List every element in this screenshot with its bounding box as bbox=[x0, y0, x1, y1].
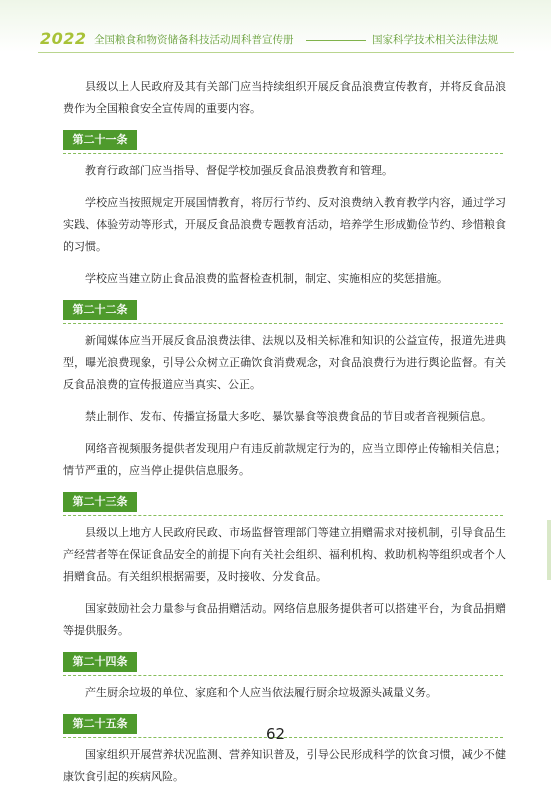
article-21-heading bbox=[63, 130, 506, 154]
brochure-title: 全国粮食和物资储备科技活动周科普宣传册 bbox=[94, 34, 294, 46]
article-22-heading bbox=[63, 300, 506, 324]
article-label: 第二十三条 bbox=[63, 492, 137, 512]
header-year: 2022 bbox=[40, 29, 87, 48]
decorative-side-strip bbox=[547, 520, 551, 580]
article-label: 第二十五条 bbox=[63, 714, 137, 734]
article-paragraph: 县级以上地方人民政府民政、市场监督管理部门等建立捐赠需求对接机制，引导食品生产经营者等在保证食品安全的前提下向有关社会组织、福利机构、救助机构等组织或者个人捐赠食品。有关组织根据需要，及时接收、分发食品。 bbox=[63, 526, 506, 583]
article-paragraph: 网络音视频服务提供者发现用户有违反前款规定行为的，应当立即停止传输相关信息；情节严重的，应当停止提供信息服务。 bbox=[63, 442, 506, 477]
article-24-heading bbox=[63, 652, 506, 676]
article-paragraph: 国家组织开展营养状况监测、营养知识普及，引导公民形成科学的饮食习惯，减少不健康饮食引起的疾病风险。 bbox=[63, 748, 506, 783]
article-label-bar bbox=[63, 300, 503, 324]
main-content bbox=[63, 76, 506, 798]
header-underline bbox=[38, 52, 514, 53]
article-paragraph: 禁止制作、发布、传播宣扬量大多吃、暴饮暴食等浪费食品的节目或者音视频信息。 bbox=[85, 410, 492, 423]
article-paragraph: 学校应当建立防止食品浪费的监督检查机制，制定、实施相应的奖惩措施。 bbox=[85, 272, 448, 285]
article-label-bar bbox=[63, 130, 503, 154]
article-label: 第二十二条 bbox=[63, 300, 137, 320]
article-label-bar bbox=[63, 492, 503, 516]
header-divider-rule bbox=[306, 40, 366, 41]
page-number: 62 bbox=[265, 725, 286, 743]
article-label: 第二十四条 bbox=[63, 652, 137, 672]
page-header bbox=[0, 0, 551, 52]
article-23-heading bbox=[63, 492, 506, 516]
article-label: 第二十一条 bbox=[63, 130, 137, 150]
article-paragraph: 产生厨余垃圾的单位、家庭和个人应当依法履行厨余垃圾源头减量义务。 bbox=[85, 686, 437, 699]
article-paragraph: 学校应当按照规定开展国情教育，将厉行节约、反对浪费纳入教育教学内容，通过学习实践、体验劳动等形式，开展反食品浪费专题教育活动，培养学生形成勤俭节约、珍惜粮食的习惯。 bbox=[63, 196, 506, 253]
intro-paragraph: 县级以上人民政府及其有关部门应当持续组织开展反食品浪费宣传教育，并将反食品浪费作为全国粮食安全宣传周的重要内容。 bbox=[63, 80, 506, 115]
article-paragraph: 教育行政部门应当指导、督促学校加强反食品浪费教育和管理。 bbox=[85, 164, 393, 177]
article-label-bar bbox=[63, 652, 503, 676]
article-paragraph: 国家鼓励社会力量参与食品捐赠活动。网络信息服务提供者可以搭建平台，为食品捐赠等提供服务。 bbox=[63, 602, 506, 637]
section-title: 国家科学技术相关法律法规 bbox=[372, 34, 498, 46]
article-paragraph: 新闻媒体应当开展反食品浪费法律、法规以及相关标准和知识的公益宣传，报道先进典型，曝光浪费现象，引导公众树立正确饮食消费观念，对食品浪费行为进行舆论监督。有关反食品浪费的宣传报道应当真实、公正。 bbox=[63, 334, 506, 391]
